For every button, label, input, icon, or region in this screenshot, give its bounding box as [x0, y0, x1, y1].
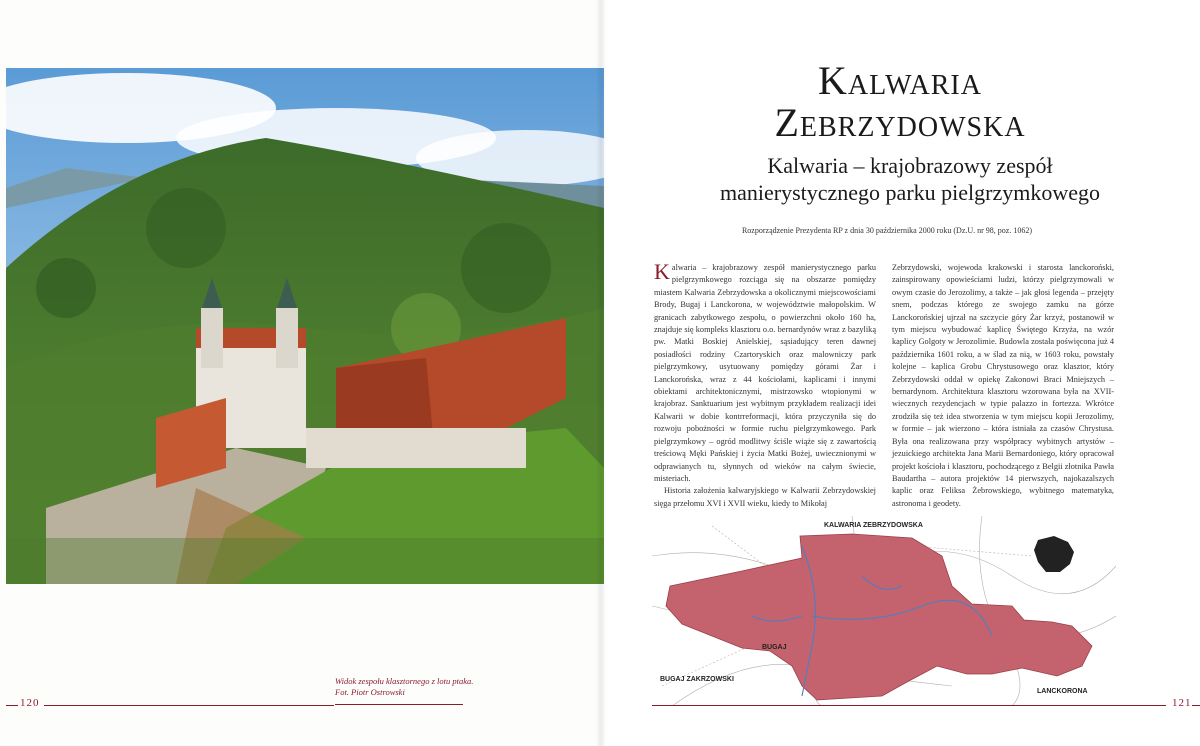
drop-cap: K — [654, 259, 670, 284]
subtitle-line: manierystycznego parku pielgrzymkowego — [720, 180, 1100, 205]
caption-rule — [335, 704, 463, 705]
area-map — [652, 516, 1116, 706]
folio-rule — [1192, 705, 1200, 706]
caption-line: Widok zespołu klasztornego z lotu ptaka. — [335, 676, 474, 686]
folio-rule — [652, 705, 1166, 706]
title-line: Zebrzydowska — [774, 100, 1026, 145]
text-column-2 — [892, 262, 1114, 510]
paragraph: Historia założenia kalwaryjskiego w Kalwarii Zebrzydowskiej sięga przełomu XVI i XVII wieku, kiedy to Mikołaj — [654, 486, 876, 508]
folio-rule — [6, 705, 18, 706]
decree-reference: Rozporządzenie Prezydenta RP z dnia 30 października 2000 roku (Dz.U. nr 98, poz. 1062) — [741, 226, 1033, 235]
map-label-bugaj: BUGAJ — [762, 644, 787, 651]
map-label-lanckorona: LANCKORONA — [1037, 688, 1088, 695]
monastery-aerial-photo — [6, 68, 604, 584]
page-number: 120 — [20, 697, 40, 709]
photo-caption — [335, 676, 495, 698]
caption-line: Fot. Piotr Ostrowski — [335, 687, 405, 697]
folio-rule — [44, 705, 334, 706]
map-label-bugaj-zakrzowski: BUGAJ ZAKRZOWSKI — [660, 676, 734, 683]
subtitle-line: Kalwaria – krajobrazowy zespół — [767, 153, 1053, 178]
page-subtitle — [680, 152, 1140, 206]
page-title — [700, 60, 1100, 144]
text-column-1 — [654, 259, 876, 510]
title-line: Kalwaria — [818, 58, 982, 103]
page-number: 121 — [1172, 697, 1192, 709]
paragraph: alwaria – krajobrazowy zespół manierystycznego parku pielgrzymkowego rozciąga się na obszarze pomiędzy miastem Kalwaria Zebrzydowska a okolicznymi miejscowościami Brody, Bugaj i Lanckorona, w województwie małopolskim. W granicach zabytkowego zespołu, o powierzchni około 160 ha, znajduje się kompleks klasztoru o.o. bernardynów wraz z bazyliką pw. Matki Boskiej Anielskiej, sąsiadujący teren dawnej posiadłości rodziny Czartoryskich oraz malowniczy park pielgrzymkowy, usytuowany pomiędzy górami Żar i Lanckorońska, wraz z 44 kościołami, kaplicami i innymi obiektami architektonicznymi, mistrzowsko wtopionymi w krajobraz. Sanktuarium jest wybitnym przykładem realizacji idei Kalwarii w dobie kontrreformacji, która przyczyniła się do rozwoju pobożności w formie ruchu pielgrzymkowego. Park pielgrzymkowy – ogród modlitwy ściśle wiąże się z zawartością treściową Męki Pańskiej i życia Matki Bożej, uwiecznionymi w odprawianych tu, słynnych od wieków na całym świecie, misteriach. — [654, 263, 876, 483]
paragraph: Zebrzydowski, wojewoda krakowski i starosta lanckoroński, zainspirowany opowieściami ludzi, którzy pielgrzymowali w owym czasie do Jerozolimy, a także – jak głosi legenda – przejęty snem, podczas którego ze swojego zamku na górze Lanckorońskiej ujrzał na szczycie góry Żar krzyż, postanowił w tym miejscu wybudować kaplicę Świętego Krzyża, na wzór kaplicy Golgoty w Jerozolimie. Budowla została poświęcona już 4 października 1601 roku, a w ślad za nią, w 1603 roku, powstały kolejne – kaplica Grobu Chrystusowego oraz klasztor, który Zebrzydowski oddał w opiekę Zakonowi Braci Mniejszych – bernardynom. Architektura klasztoru wzorowana była na XVII-wiecznych rezydencjach w typie palazzo in fortezza. Wkrótce zrodziła się też idea stworzenia w tym miejscu kopii Jerozolimy, w formie – jak wierzono – która istniała za czasów Chrystusa. Była ona realizowana przy współpracy wybitnych artystów – jezuickiego architekta Jana Marii Bernardoniego, który opracował projekt kościoła i klasztoru, pochodzącego z Belgii złotnika Pawła Baudartha – autora projektów 14 pierwszych, najokazalszych kaplic oraz Feliksa Żebrowskiego, wybitnego matematyka, astronoma i geodety. — [892, 263, 1114, 508]
map-label-kalwaria: KALWARIA ZEBRZYDOWSKA — [824, 522, 923, 529]
